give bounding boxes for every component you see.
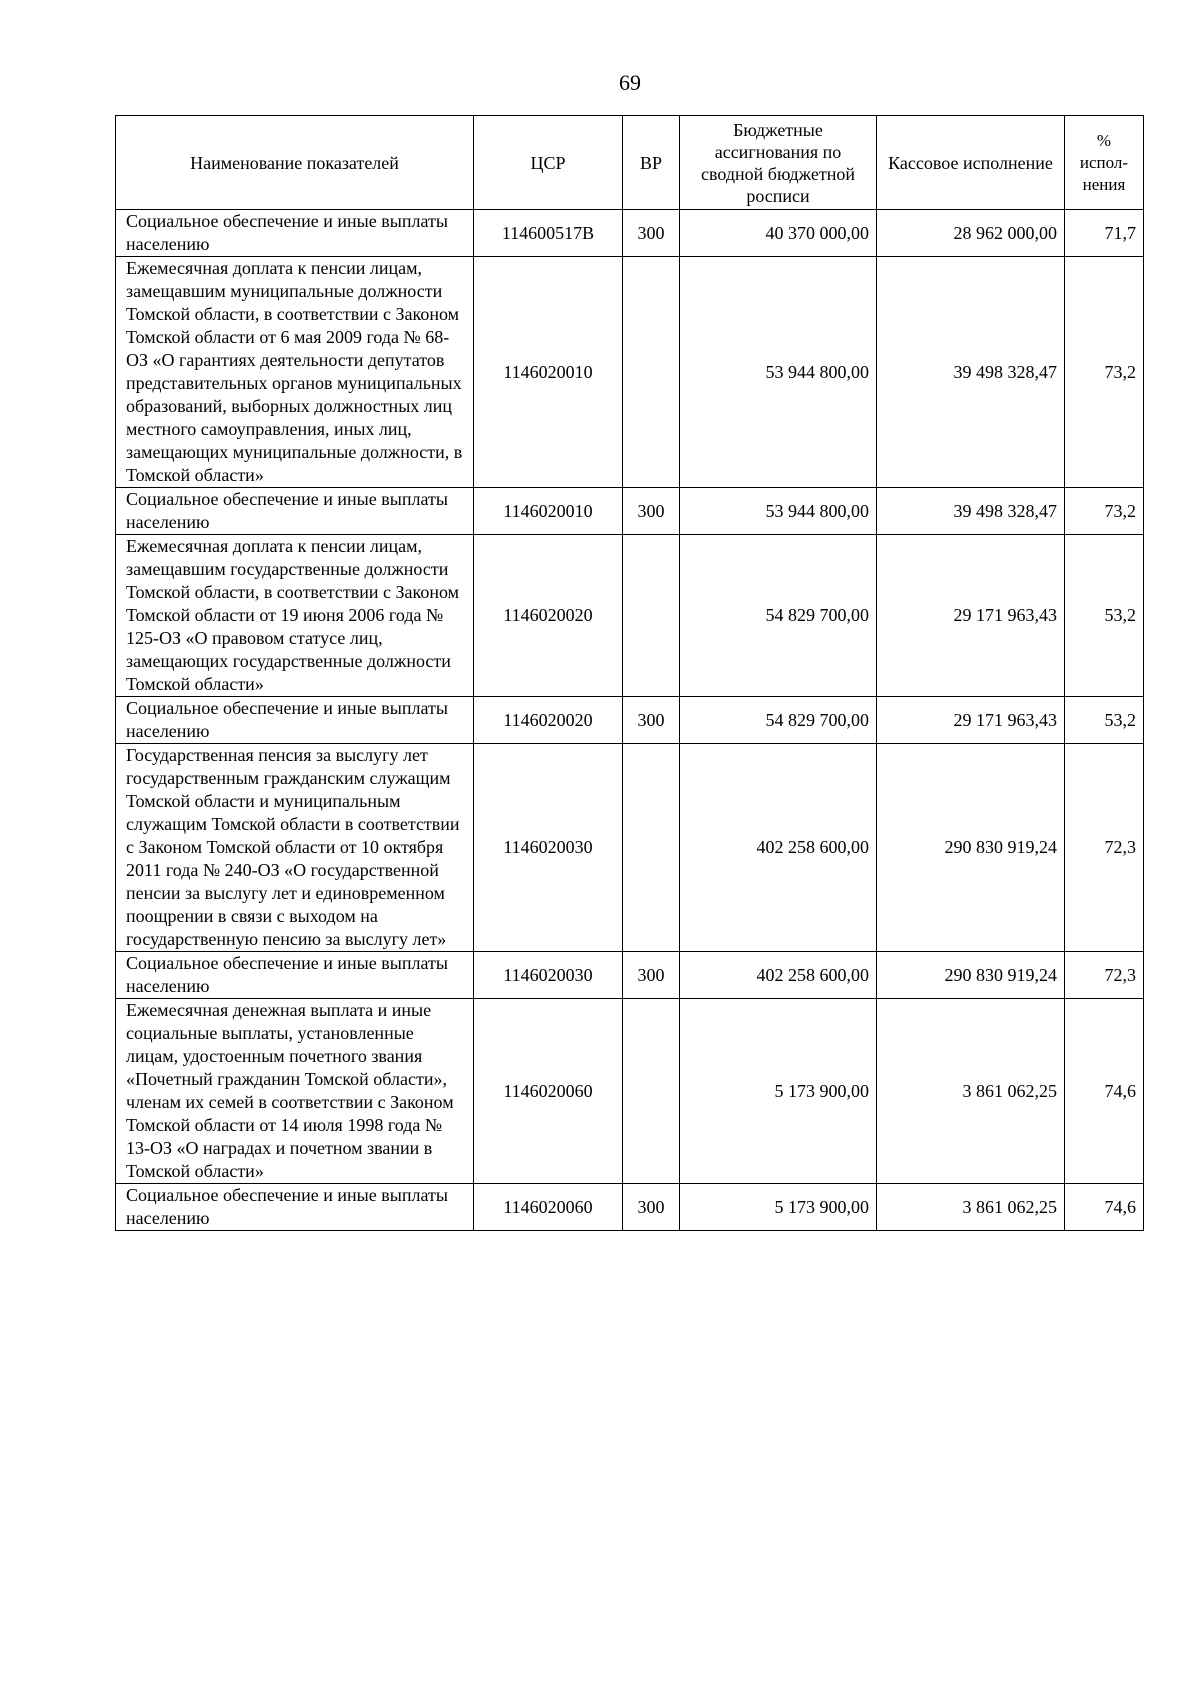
cell-csr: 1146020060: [474, 1184, 623, 1231]
cell-percent: 71,7: [1065, 210, 1144, 257]
page-number: 69: [619, 70, 641, 95]
cell-csr: 1146020010: [474, 257, 623, 488]
header-budget-allocations: Бюджетные ассигнования по сводной бюджетной росписи: [680, 116, 877, 210]
cell-vr: 300: [623, 488, 680, 535]
cell-csr: 1146020020: [474, 535, 623, 697]
table-row: [116, 952, 1144, 999]
cell-name: Ежемесячная доплата к пенсии лицам, замещавшим муниципальные должности Томской области, в соответствии с Законом Томской области от 6 мая 2009 года № 68-ОЗ «О гарантиях деятельности депутатов представительных органов муниципальных образований, выборных должностных лиц местного самоуправления, иных лиц, замещающих муниципальные должности, в Томской области»: [116, 257, 474, 488]
table-row: [116, 697, 1144, 744]
cell-name: Социальное обеспечение и иные выплаты населению: [116, 488, 474, 535]
cell-budget: 54 829 700,00: [680, 535, 877, 697]
table-row: [116, 1184, 1144, 1231]
cell-cash: 290 830 919,24: [877, 744, 1065, 952]
cell-name: Ежемесячная денежная выплата и иные социальные выплаты, установленные лицам, удостоенным почетного звания «Почетный гражданин Томской области», членам их семей в соответствии с Законом Томской области от 14 июля 1998 года № 13-ОЗ «О наградах и почетном звании в Томской области»: [116, 999, 474, 1184]
cell-budget: 402 258 600,00: [680, 952, 877, 999]
cell-cash: 39 498 328,47: [877, 488, 1065, 535]
cell-vr: [623, 744, 680, 952]
cell-percent: 73,2: [1065, 257, 1144, 488]
cell-vr: 300: [623, 952, 680, 999]
cell-csr: 1146020030: [474, 952, 623, 999]
budget-execution-table: [115, 115, 1144, 1231]
cell-percent: 72,3: [1065, 744, 1144, 952]
header-cash-execution: Кассовое исполнение: [877, 116, 1065, 210]
cell-vr: [623, 535, 680, 697]
header-vr: ВР: [623, 116, 680, 210]
cell-name: Социальное обеспечение и иные выплаты населению: [116, 697, 474, 744]
table-row: [116, 488, 1144, 535]
cell-csr: 1146020060: [474, 999, 623, 1184]
table-header-row: [116, 116, 1144, 210]
cell-vr: [623, 257, 680, 488]
cell-cash: 29 171 963,43: [877, 535, 1065, 697]
cell-vr: [623, 999, 680, 1184]
table-row: [116, 999, 1144, 1184]
cell-percent: 53,2: [1065, 697, 1144, 744]
cell-name: Социальное обеспечение и иные выплаты населению: [116, 210, 474, 257]
cell-name: Государственная пенсия за выслугу лет государственным гражданским служащим Томской области и муниципальным служащим Томской области в соответствии с Законом Томской области от 10 октября 2011 года № 240-ОЗ «О государственной пенсии за выслугу лет и единовременном поощрении в связи с выходом на государственную пенсию за выслугу лет»: [116, 744, 474, 952]
cell-csr: 1146020030: [474, 744, 623, 952]
cell-cash: 29 171 963,43: [877, 697, 1065, 744]
cell-csr: 1146020020: [474, 697, 623, 744]
cell-csr: 1146020010: [474, 488, 623, 535]
cell-budget: 53 944 800,00: [680, 257, 877, 488]
cell-percent: 53,2: [1065, 535, 1144, 697]
cell-cash: 3 861 062,25: [877, 1184, 1065, 1231]
cell-csr: 114600517В: [474, 210, 623, 257]
cell-percent: 74,6: [1065, 999, 1144, 1184]
cell-cash: 39 498 328,47: [877, 257, 1065, 488]
table-row: [116, 535, 1144, 697]
cell-cash: 3 861 062,25: [877, 999, 1065, 1184]
header-execution-percent: % испол-нения: [1065, 116, 1144, 210]
cell-percent: 73,2: [1065, 488, 1144, 535]
table-row: [116, 210, 1144, 257]
cell-name: Социальное обеспечение и иные выплаты населению: [116, 1184, 474, 1231]
cell-vr: 300: [623, 697, 680, 744]
table-row: [116, 257, 1144, 488]
cell-budget: 5 173 900,00: [680, 999, 877, 1184]
cell-budget: 402 258 600,00: [680, 744, 877, 952]
header-name: Наименование показателей: [116, 116, 474, 210]
cell-vr: 300: [623, 210, 680, 257]
cell-budget: 5 173 900,00: [680, 1184, 877, 1231]
cell-name: Социальное обеспечение и иные выплаты населению: [116, 952, 474, 999]
cell-percent: 72,3: [1065, 952, 1144, 999]
cell-name: Ежемесячная доплата к пенсии лицам, замещавшим государственные должности Томской области, в соответствии с Законом Томской области от 19 июня 2006 года № 125-ОЗ «О правовом статусе лиц, замещающих государственные должности Томской области»: [116, 535, 474, 697]
cell-budget: 54 829 700,00: [680, 697, 877, 744]
cell-budget: 40 370 000,00: [680, 210, 877, 257]
cell-percent: 74,6: [1065, 1184, 1144, 1231]
cell-budget: 53 944 800,00: [680, 488, 877, 535]
cell-vr: 300: [623, 1184, 680, 1231]
header-csr: ЦСР: [474, 116, 623, 210]
cell-cash: 28 962 000,00: [877, 210, 1065, 257]
cell-cash: 290 830 919,24: [877, 952, 1065, 999]
table-row: [116, 744, 1144, 952]
